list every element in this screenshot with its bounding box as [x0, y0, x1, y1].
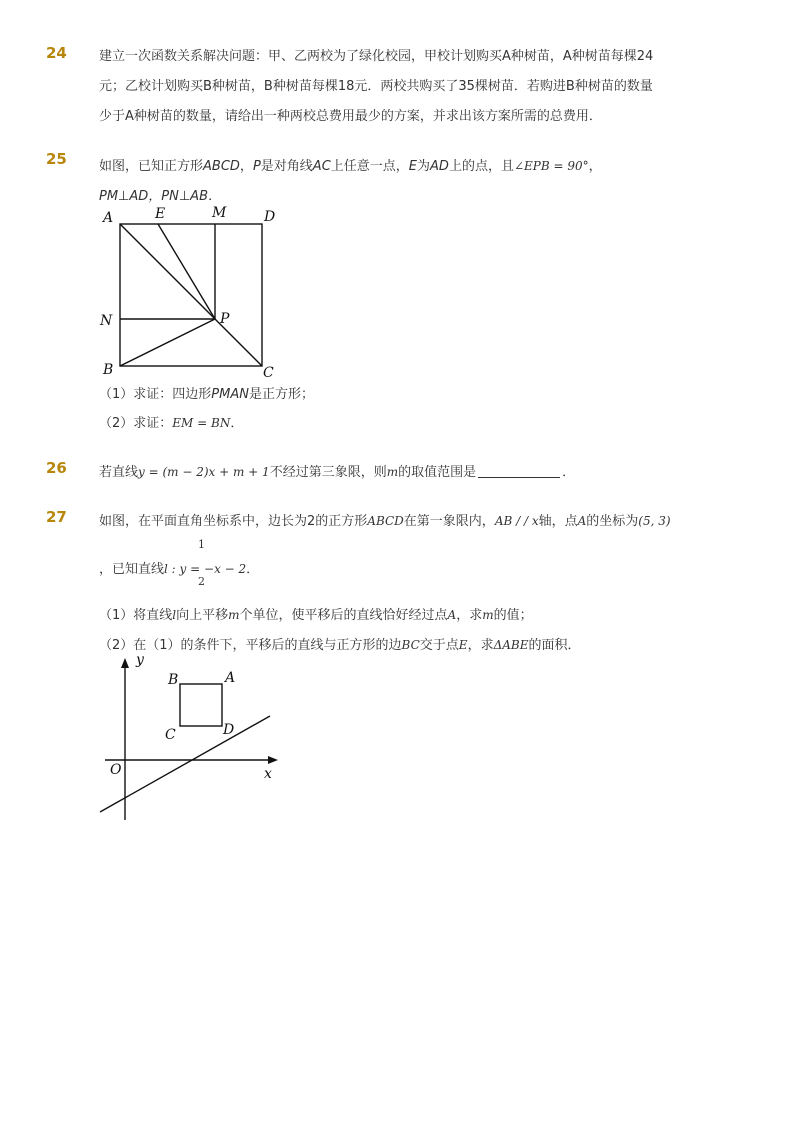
fig27-label-x: x [264, 766, 272, 782]
question-number-26: 26 [46, 459, 67, 477]
fig27-label-C: C [165, 727, 176, 743]
question-number-24: 24 [46, 44, 67, 62]
q27-part-2: （2）在（1）的条件下，平移后的直线与正方形的边BC交于点E，求ΔABE的面积． [99, 638, 581, 653]
fig25-label-N: N [100, 313, 113, 329]
q25-line-2: PM⊥AD，PN⊥AB． [99, 189, 221, 204]
q25-part-1: （1）求证：四边形PMAN是正方形； [99, 387, 314, 402]
fraction-denominator: 2 [198, 575, 205, 588]
q24-line-1: 建立一次函数关系解决问题：甲、乙两校为了绿化校园，甲校计划购买A种树苗，A种树苗每棵24 [99, 49, 654, 64]
fig27-label-O: O [110, 762, 122, 778]
q27-part-1: （1）将直线l向上平移m个单位，使平移后的直线恰好经过点A，求m的值； [99, 608, 533, 623]
fig25-label-E: E [155, 206, 166, 222]
q26-text: 若直线y = (m − 2)x + m + 1不经过第三象限，则m的取值范围是 ． [99, 465, 576, 480]
q25-line-1: 如图，已知正方形ABCD，P是对角线AC上任意一点，E为AD上的点，且∠EPB = 90°， [99, 159, 602, 174]
fraction-numerator: 1 [198, 538, 205, 551]
fig27-label-y: y [136, 652, 144, 668]
q24-line-3: 少于A种树苗的数量，请给出一种两校总费用最少的方案，并求出该方案所需的总费用． [99, 109, 602, 124]
fig25-label-A: A [103, 210, 114, 226]
fig27-label-D: D [223, 722, 235, 738]
fig25-label-B: B [103, 362, 114, 378]
fig25-label-M: M [212, 205, 227, 221]
fig25-label-P: P [220, 311, 230, 327]
fig25-label-D: D [264, 209, 276, 225]
q24-line-2: 元；乙校计划购买B种树苗，B种树苗每棵18元．两校共购买了35棵树苗．若购进B种树苗的数量 [99, 79, 653, 94]
q27-line-2: ，已知直线l : y = −x − 2． [99, 562, 260, 577]
q25-part-2: （2）求证：EM = BN． [99, 416, 244, 431]
question-number-25: 25 [46, 150, 67, 168]
fig27-label-B: B [168, 672, 179, 688]
question-number-27: 27 [46, 508, 67, 526]
q27-line-1: 如图，在平面直角坐标系中，边长为2的正方形ABCD在第一象限内，AB / / x轴，点A的坐标为(5, 3) [99, 514, 671, 529]
fig25-label-C: C [263, 365, 274, 381]
fig27-label-A: A [225, 670, 236, 686]
